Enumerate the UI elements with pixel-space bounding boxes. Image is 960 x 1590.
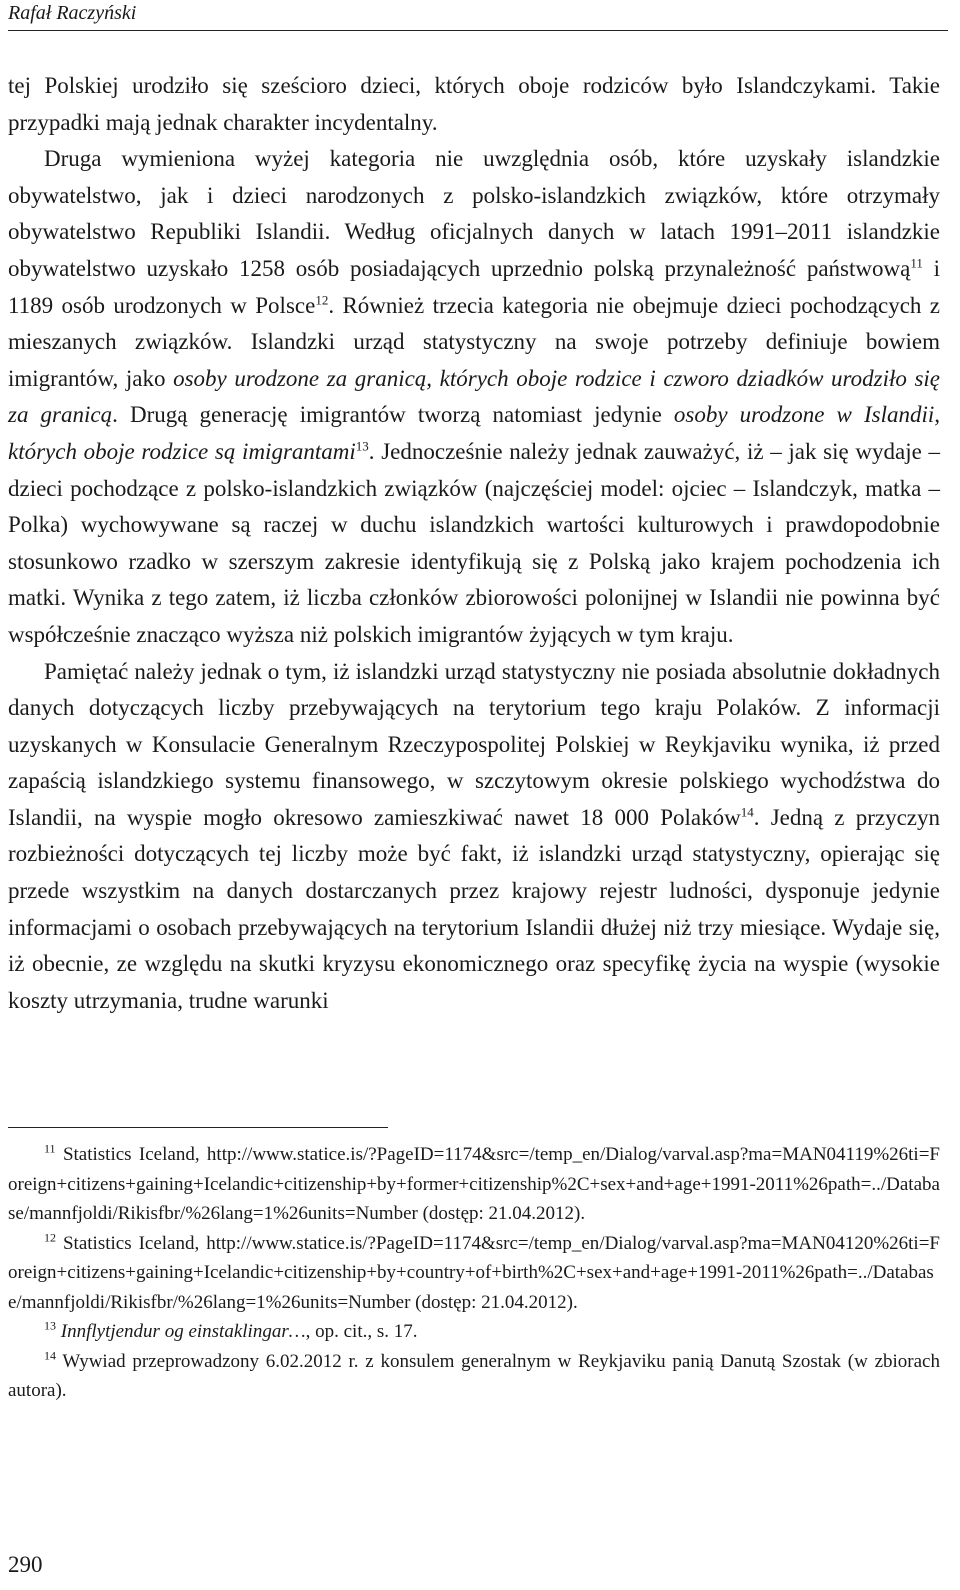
footnote-number: 13 — [44, 1318, 56, 1333]
footnote-number: 14 — [44, 1348, 56, 1363]
footnote-separator — [8, 1127, 388, 1128]
text-run: Statistics Iceland, http://www.statice.is/?PageID=1174&src=/temp_en/Dialog/varval.asp?ma=MAN04119%26ti=Foreign+citizens+gaining+Icelandic+citizenship+by+former+citizenship%2C+sex+and+age+1991-2011%26path=../Database/mannfjoldi/Rikisfbr/%26lang=1%26units=Number (dostęp: 21.04.2012). — [8, 1144, 940, 1224]
text-run: tej Polskiej urodziło się sześcioro dzieci, których oboje rodziców było Islandczykami. Takie przypadki mają jednak charakter incydentalny. — [8, 73, 940, 135]
footnote-reference: 11 — [910, 255, 923, 271]
footnote — [8, 1317, 940, 1347]
paragraph — [8, 68, 940, 141]
footnote-reference: 13 — [355, 438, 369, 454]
text-run: Wywiad przeprowadzony 6.02.2012 r. z konsulem generalnym w Reykjaviku panią Danutą Szostak (w zbiorach autora). — [8, 1350, 940, 1401]
text-run: Pamiętać należy jednak o tym, iż islandzki urząd statystyczny nie posiada absolutnie dokładnych danych dotyczących liczby przebywających na terytorium tego kraju Polaków. Z informacji uzyskanych w Konsulacie Generalnym Rzeczypospolitej Polskiej w Reykjaviku wynika, iż przed zapaścią islandzkiego systemu finansowego, w szczytowym okresie polskiego wychodźstwa do Islandii, na wyspie mogło okresowo zamieszkiwać nawet 18 000 Polaków — [8, 658, 940, 830]
italic-text: osoby urodzone w Islandii, których oboje rodzice są imigrantami — [8, 402, 941, 464]
footnote-number: 12 — [44, 1230, 56, 1245]
text-run: Druga wymieniona wyżej kategoria nie uwzględnia osób, które uzyskały islandzkie obywatelstwo, jak i dzieci narodzonych z polsko-islandzkich związków, które otrzymały obywatelstwo Republiki Islandii. Według oficjalnych danych w latach 1991–2011 islandzkie obywatelstwo uzyskało 1258 osób posiadających uprzednio polską przynależność państwową — [8, 146, 940, 281]
paragraph — [8, 654, 940, 1020]
text-run: . Jednocześnie należy jednak zauważyć, iż – jak się wydaje – dzieci pochodzące z polsko-islandzkich związków (najczęściej model: ojciec – Islandczyk, matka – Polka) wychowywane są raczej w duchu islandzkich wartości kulturowych i prawdopodobnie stosunkowo rzadko w szerszym zakresie identyfikują się z Polską jako krajem pochodzenia ich matki. Wynika z tego zatem, iż liczba członków zbiorowości polonijnej w Islandii nie powinna być współcześnie znacząco wyższa niż polskich imigrantów żyjących w tym kraju. — [8, 438, 940, 647]
footnote — [8, 1229, 940, 1318]
text-run: Statistics Iceland, http://www.statice.is/?PageID=1174&src=/temp_en/Dialog/varval.asp?ma=MAN04120%26ti=Foreign+citizens+gaining+Icelandic+citizenship+by+country+of+birth%2C+sex+and+age+1991-2011%26path=../Database/mannfjoldi/Rikisfbr/%26lang=1%26units=Number (dostęp: 21.04.2012). — [8, 1232, 940, 1313]
text-run: , op. cit., s. 17. — [305, 1321, 418, 1342]
text-run: . Drugą generację imigrantów tworzą natomiast jedynie — [112, 402, 674, 428]
body-text — [8, 68, 940, 1019]
italic-text: osoby urodzone za granicą, których oboje rodzice i czworo dziadków urodziło się za granicą — [8, 365, 940, 428]
footnotes — [8, 1140, 940, 1406]
text-run: . Również trzecia kategoria nie obejmuje dzieci pochodzących z mieszanych związków. Islandzki urząd statystyczny na swoje potrzeby definiuje bowiem imigrantów, jako — [8, 292, 940, 391]
italic-text: Innflytjendur og einstaklingar… — [60, 1321, 306, 1342]
running-header — [8, 0, 948, 31]
page-number: 290 — [8, 1552, 43, 1577]
footnote-reference: 12 — [315, 291, 329, 307]
footnote — [8, 1140, 940, 1229]
running-header-author: Rafał Raczyński — [8, 2, 137, 24]
text-run: i 1189 osób urodzonych w Polsce — [8, 255, 941, 318]
footnote-reference: 14 — [740, 804, 754, 820]
footnote — [8, 1347, 940, 1406]
paragraph — [8, 141, 940, 653]
footnote-number: 11 — [44, 1141, 56, 1156]
text-run: . Jedną z przyczyn rozbieżności dotyczących tej liczby może być fakt, iż islandzki urząd statystyczny, opierając się przede wszystkim na danych dostarczanych przez krajowy rejestr ludności, dysponuje jedynie informacjami o osobach przebywających na terytorium Islandii dłużej niż trzy miesiące. Wydaje się, iż obecnie, ze względu na skutki kryzysu ekonomicznego oraz specyfikę życia na wyspie (wysokie koszty utrzymania, trudne warunki — [8, 804, 940, 1013]
